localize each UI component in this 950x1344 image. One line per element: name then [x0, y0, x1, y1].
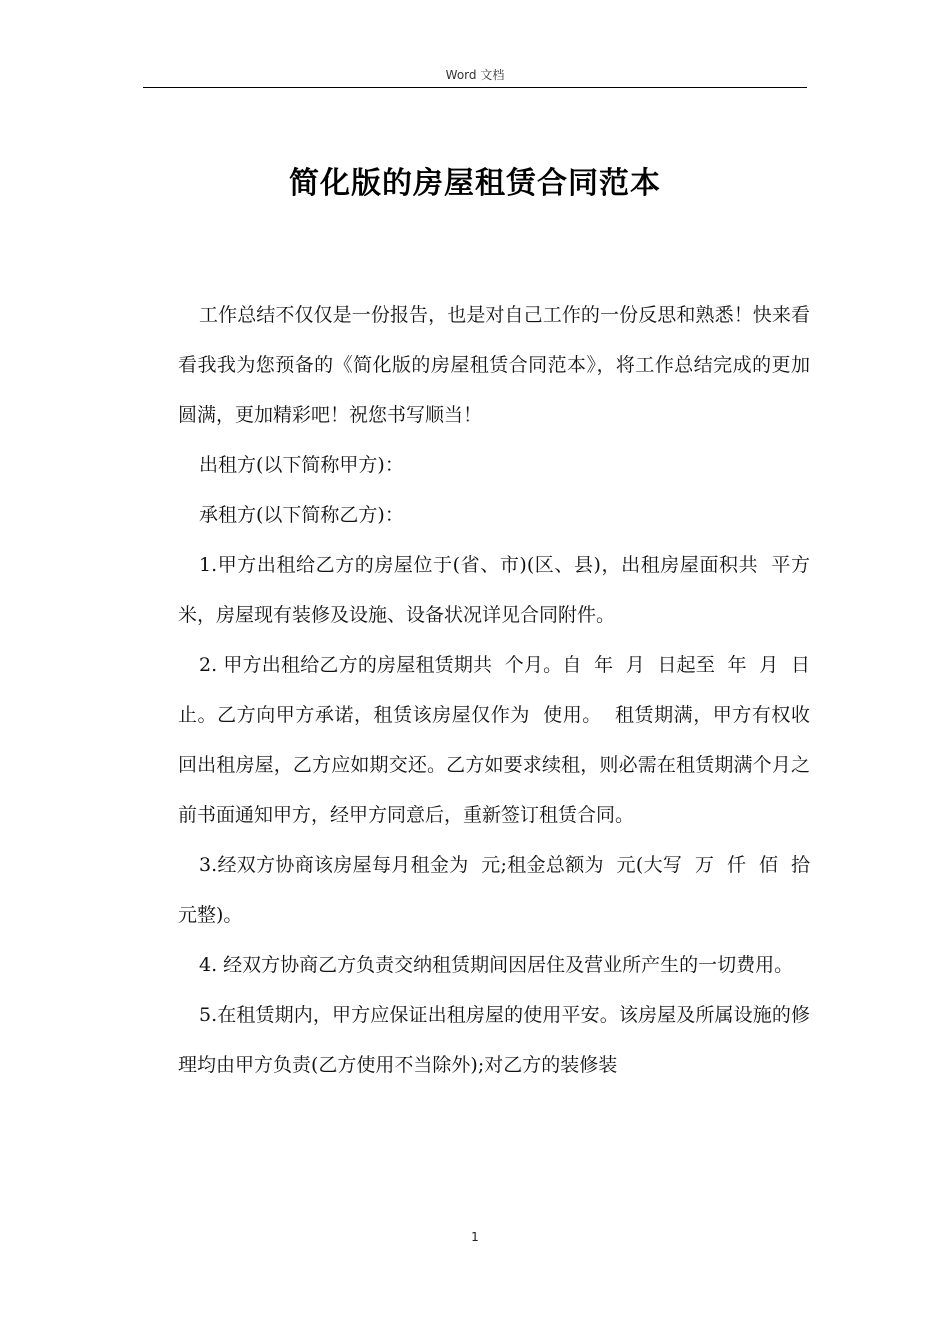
paragraph-clause-3: 3.经双方协商该房屋每月租金为 元;租金总额为 元(大写 万 仟 佰 拾 元整)。 — [178, 854, 823, 926]
paragraph-clause-2: 2. 甲方出租给乙方的房屋租赁期共 个月。自 年 月 日起至 年 月 日止。乙方向甲方承诺，租赁该房屋仅作为 使用。 租赁期满，甲方有权收回出租房屋，乙方应如期交还。乙方如要求续租，则必需在租赁期满个月之前书面通知甲方，经甲方同意后，重新签订租赁合同。 — [178, 654, 810, 826]
paragraph-clause-5: 5.在租赁期内，甲方应保证出租房屋的使用平安。该房屋及所属设施的修理均由甲方负责(乙方使用不当除外);对乙方的装修装 — [178, 1004, 810, 1076]
paragraph-lessor: 出租方(以下简称甲方)： — [199, 454, 404, 476]
paragraph-clause-1: 1.甲方出租给乙方的房屋位于(省、市)(区、县)，出租房屋面积共 平方米，房屋现有装修及设施、设备状况详见合同附件。 — [178, 554, 810, 626]
page-header: Word 文档 — [143, 66, 807, 88]
document-title: 简化版的房屋租赁合同范本 — [289, 166, 661, 201]
paragraph-lessee: 承租方(以下简称乙方)： — [199, 504, 404, 526]
document-body — [178, 290, 823, 1090]
page-number: 1 — [471, 1230, 479, 1244]
paragraph-intro: 工作总结不仅仅是一份报告，也是对自己工作的一份反思和熟悉！快来看看我我为您预备的《简化版的房屋租赁合同范本》，将工作总结完成的更加圆满，更加精彩吧！祝您书写顺当！ — [178, 304, 810, 426]
paragraph-clause-4: 4. 经双方协商乙方负责交纳租赁期间因居住及营业所产生的一切费用。 — [199, 954, 794, 976]
